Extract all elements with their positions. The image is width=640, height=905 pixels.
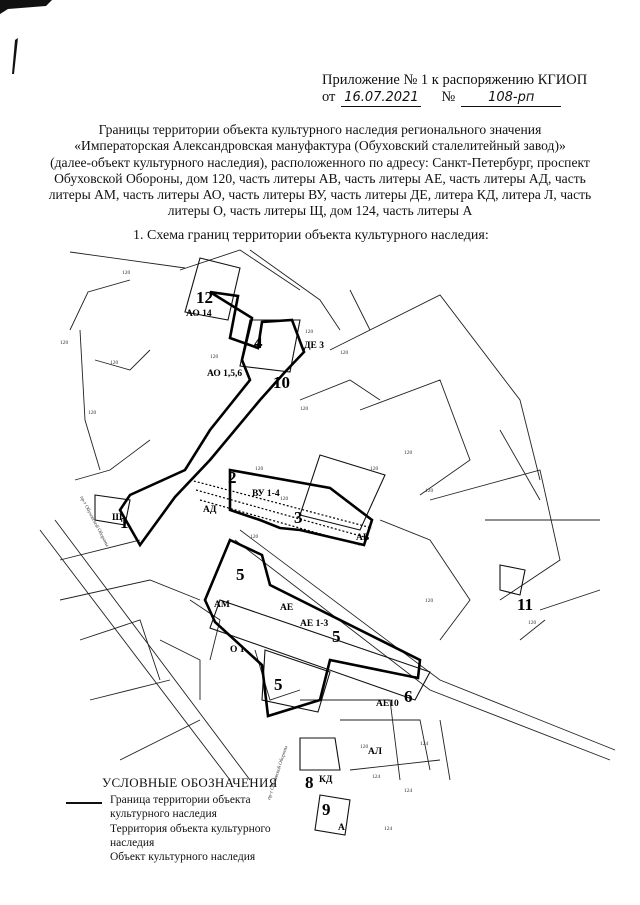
object-number: 4 (254, 333, 263, 352)
object-number: 5 (274, 675, 283, 694)
house-number: 120 (404, 450, 413, 456)
appendix-title: Приложение № 1 к распоряжению КГИОП (322, 72, 588, 88)
appendix-header (322, 72, 587, 107)
legend-item: Граница территории объекта культурного наследия (110, 794, 251, 820)
street-labels (78, 496, 289, 801)
title-line: литеры О, часть литеры Щ, дом 124, часть литеры А (167, 203, 473, 219)
litera-labels (112, 309, 399, 833)
litera-label: КД (319, 775, 333, 785)
object-number: 6 (404, 687, 413, 706)
title-line: литеры АМ, часть литеры АО, часть литеры ВУ, часть литеры ДЕ, литера КД, литера Л, часть (48, 187, 592, 203)
litera-label: ВУ 1-4 (252, 489, 280, 499)
object-number: 3 (294, 508, 303, 527)
litera-label: ДЕ 3 (304, 341, 324, 351)
object-number: 1 (120, 513, 129, 532)
title-line: «Императорская Александровская мануфактура (Обуховский сталелитейный завод)» (74, 138, 566, 154)
title-line: (далее-объект культурного наследия), расположенного по адресу: Санкт-Петербург, проспект (50, 154, 590, 170)
litera-label: АЕ 1-3 (300, 619, 329, 629)
house-number: 120 (360, 744, 369, 750)
house-number: 120 (110, 360, 119, 366)
map-legend (0, 775, 300, 895)
legend-title: УСЛОВНЫЕ ОБОЗНАЧЕНИЯ (102, 775, 278, 790)
object-number: 5 (332, 627, 341, 646)
house-number: 120 (88, 410, 97, 416)
litera-label: А (338, 823, 345, 833)
house-number: 120 (280, 496, 289, 502)
object-number: 10 (273, 373, 290, 392)
scan-corner-marks (0, 0, 60, 80)
house-number: 124 (420, 741, 429, 747)
house-number: 120 (60, 340, 69, 346)
handwritten-number: 108-рп (461, 89, 561, 107)
litera-label: АО 1,5,6 (207, 369, 243, 379)
house-number: 120 (425, 488, 434, 494)
litera-label: АЕ10 (376, 699, 399, 709)
object-number: 9 (322, 800, 331, 819)
legend-item: Территория объекта культурного наследия (110, 823, 271, 849)
house-number: 120 (122, 270, 131, 276)
house-number: 124 (372, 774, 381, 780)
title-line: Обуховской Обороны, дом 120, часть литеры АВ, часть литеры АЕ, часть литеры АД, часть (54, 170, 586, 186)
litera-label: О 1 (230, 645, 245, 655)
litera-label: АО 14 (186, 309, 212, 319)
object-number: 12 (196, 288, 213, 307)
title-line: Границы территории объекта культурного наследия регионального значения (98, 122, 542, 137)
litera-label: АВ (356, 533, 370, 543)
litera-label: Щ (112, 513, 123, 523)
house-number: 120 (305, 329, 314, 335)
house-number: 120 (528, 620, 537, 626)
house-number: 120 (425, 598, 434, 604)
object-number: 11 (517, 595, 534, 614)
object-number: 2 (228, 468, 237, 487)
boundary-line-swatch (66, 802, 102, 804)
litera-label: АЛ (368, 747, 382, 757)
legend-item: Объект культурного наследия (110, 851, 256, 863)
object-number: 8 (305, 773, 314, 792)
house-number: 120 (250, 534, 259, 540)
house-number: 124 (404, 788, 413, 794)
house-number: 120 (255, 466, 264, 472)
territory-hatching (190, 480, 372, 545)
litera-label: АД (203, 505, 217, 515)
object-numbers (120, 288, 533, 819)
house-number: 120 (370, 466, 379, 472)
territory-boundary (120, 292, 420, 716)
date-prefix: от (322, 89, 336, 105)
street-label: пр-т Обуховской Обороны (78, 495, 110, 548)
document-title (40, 122, 600, 220)
litera-label: АМ (214, 600, 230, 610)
house-number: 120 (300, 406, 309, 412)
number-prefix: № (441, 89, 456, 105)
house-numbers (60, 270, 537, 832)
street-label: пр-т Обуховской Обороны (267, 745, 290, 801)
house-number: 124 (384, 826, 393, 832)
house-number: 120 (210, 354, 219, 360)
handwritten-date: 16.07.2021 (341, 89, 421, 107)
litera-label: АЕ (280, 603, 294, 613)
section-heading: 1. Схема границ территории объекта культурного наследия: (133, 228, 489, 243)
house-number: 120 (340, 350, 349, 356)
object-number: 5 (236, 565, 245, 584)
